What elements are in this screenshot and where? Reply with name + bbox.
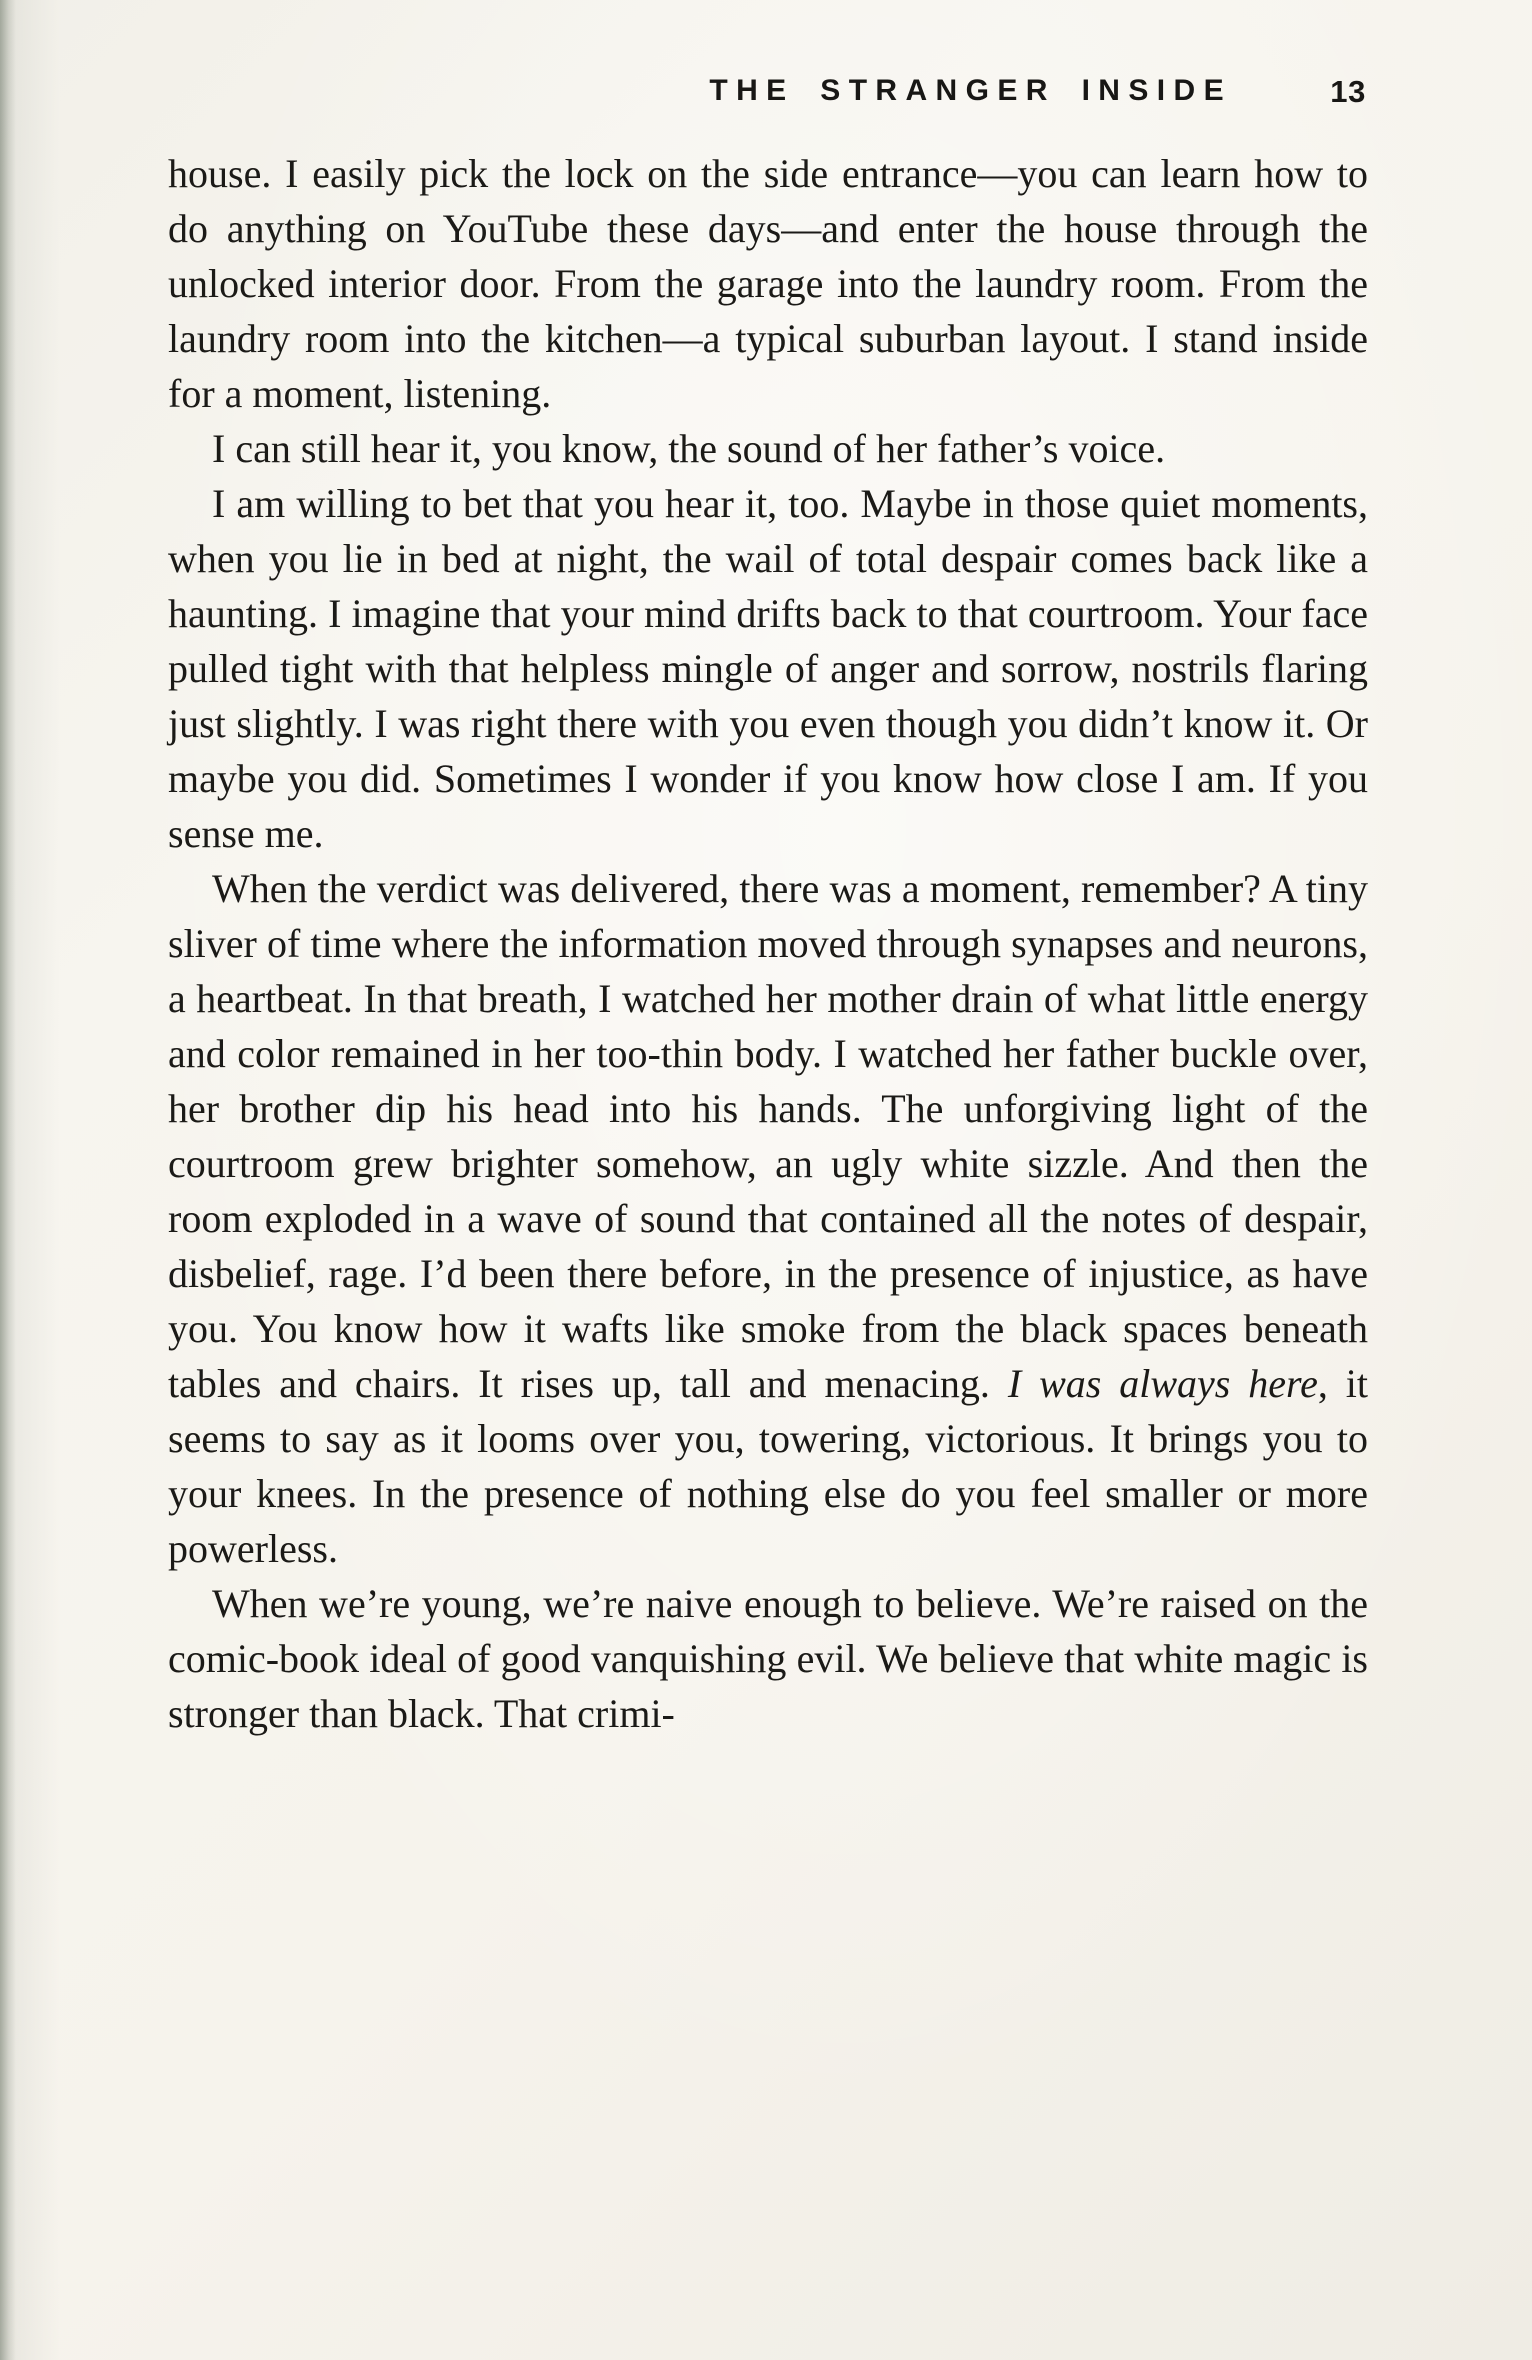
paragraph (168, 421, 1368, 476)
text-segment: , it seems to say as it looms over you, towering, victorious. It brings you to your knees. In the presence of nothing else do you feel smaller or more powerless. (168, 1361, 1368, 1571)
paragraph (168, 146, 1368, 421)
text-block (168, 146, 1368, 1741)
paragraph (168, 476, 1368, 861)
text-segment: house. I easily pick the lock on the side entrance—you can learn how to do anything on YouTube these days—and enter the house through the unlocked interior door. From the garage into the laundry room. From the laundry room into the kitchen—a typical suburban layout. I stand inside for a moment, listening. (168, 151, 1368, 416)
text-segment: I can still hear it, you know, the sound of her father’s voice. (212, 426, 1166, 471)
paragraph (168, 861, 1368, 1576)
italic-text-segment: I was always here (1007, 1361, 1318, 1406)
text-segment: I am willing to bet that you hear it, too. Maybe in those quiet moments, when you lie in bed at night, the wail of total despair comes back like a haunting. I imagine that your mind drifts back to that courtroom. Your face pulled tight with that helpless mingle of anger and sorrow, nostrils flaring just slightly. I was right there with you even though you didn’t know it. Or maybe you did. Sometimes I wonder if you know how close I am. If you sense me. (168, 481, 1368, 856)
page-number: 13 (1330, 74, 1366, 109)
running-header (0, 74, 1532, 118)
paragraph (168, 1576, 1368, 1741)
text-segment: When the verdict was delivered, there was a moment, remember? A tiny sliver of time where the information moved through synapses and neurons, a heartbeat. In that breath, I watched her mother drain of what little energy and color remained in her too-thin body. I watched her father buckle over, her brother dip his head into his hands. The unforgiving light of the courtroom grew brighter somehow, an ugly white sizzle. And then the room exploded in a wave of sound that contained all the notes of despair, disbelief, rage. I’d been there before, in the presence of injustice, as have you. You know how it wafts like smoke from the black spaces beneath tables and chairs. It rises up, tall and menacing. (168, 866, 1368, 1406)
running-title: THE STRANGER INSIDE (709, 74, 1232, 107)
scan-edge-artifact (0, 0, 16, 2360)
text-segment: When we’re young, we’re naive enough to believe. We’re raised on the comic-book ideal of good vanquishing evil. We believe that white magic is stronger than black. That crimi- (168, 1581, 1368, 1736)
